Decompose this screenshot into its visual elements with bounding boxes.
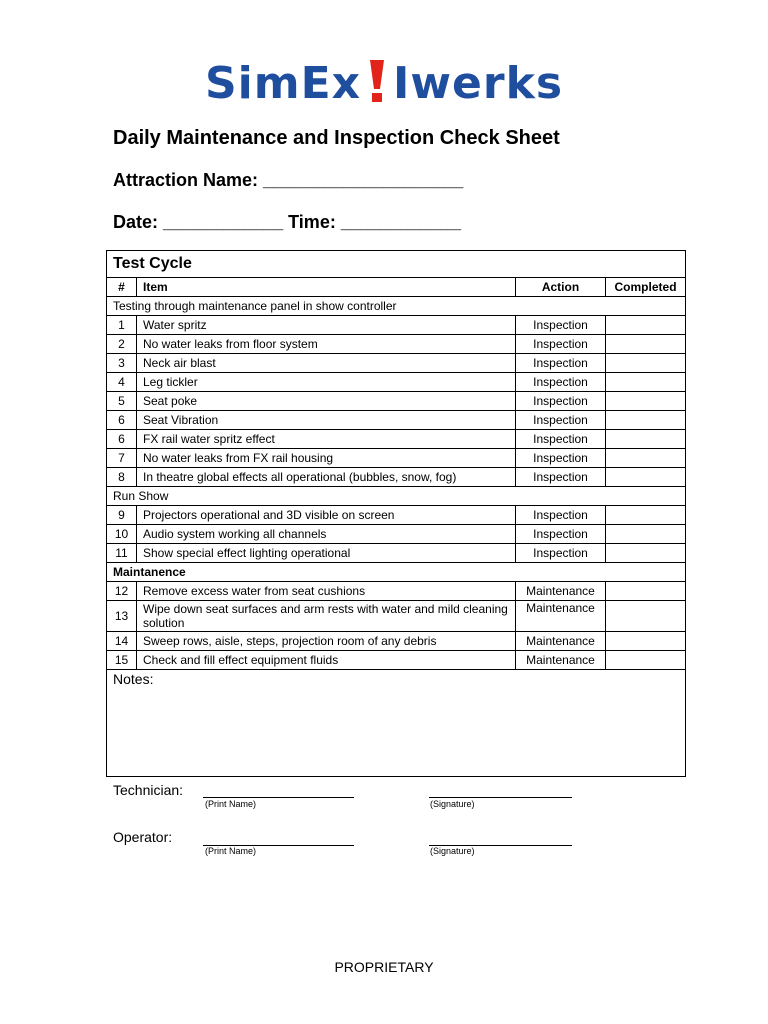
row-num: 7 [107, 449, 137, 468]
operator-label: Operator: [113, 829, 173, 845]
row-action: Maintenance [516, 651, 606, 670]
row-completed-cell[interactable] [606, 582, 686, 601]
document-title: Daily Maintenance and Inspection Check Sheet [113, 127, 560, 149]
table-row [107, 354, 686, 373]
row-item: In theatre global effects all operational (bubbles, snow, fog) [137, 468, 516, 487]
row-completed-cell[interactable] [606, 544, 686, 563]
table-row [107, 601, 686, 632]
technician-signature-line[interactable] [429, 797, 572, 798]
notes-row [107, 670, 686, 777]
row-action: Inspection [516, 506, 606, 525]
table-row [107, 449, 686, 468]
row-action: Maintenance [516, 632, 606, 651]
row-item: Wipe down seat surfaces and arm rests with water and mild cleaning solution [137, 601, 516, 632]
row-action: Inspection [516, 354, 606, 373]
row-num: 9 [107, 506, 137, 525]
row-action: Maintenance [516, 582, 606, 601]
row-item: Neck air blast [137, 354, 516, 373]
row-num: 3 [107, 354, 137, 373]
logo-text-simex: SimEx [204, 58, 362, 109]
row-action: Inspection [516, 544, 606, 563]
row-action: Inspection [516, 373, 606, 392]
row-num: 12 [107, 582, 137, 601]
row-action: Inspection [516, 335, 606, 354]
table-row [107, 411, 686, 430]
row-item: No water leaks from floor system [137, 335, 516, 354]
group-row [107, 563, 686, 582]
table-row [107, 632, 686, 651]
table-row [107, 335, 686, 354]
row-item: Projectors operational and 3D visible on screen [137, 506, 516, 525]
table-header-row [107, 278, 686, 297]
header-completed: Completed [606, 278, 686, 297]
technician-label: Technician: [113, 782, 184, 798]
group-label: Run Show [107, 487, 686, 506]
row-num: 15 [107, 651, 137, 670]
row-completed-cell[interactable] [606, 335, 686, 354]
row-item: Remove excess water from seat cushions [137, 582, 516, 601]
exclamation-mark-icon [367, 58, 387, 109]
row-action: Inspection [516, 392, 606, 411]
row-action: Inspection [516, 525, 606, 544]
group-label: Testing through maintenance panel in show controller [107, 297, 686, 316]
row-item: FX rail water spritz effect [137, 430, 516, 449]
group-row [107, 487, 686, 506]
row-num: 2 [107, 335, 137, 354]
row-completed-cell[interactable] [606, 354, 686, 373]
table-row [107, 525, 686, 544]
brand-logo [0, 58, 768, 109]
row-completed-cell[interactable] [606, 632, 686, 651]
row-action: Inspection [516, 316, 606, 335]
row-completed-cell[interactable] [606, 411, 686, 430]
row-completed-cell[interactable] [606, 316, 686, 335]
table-row [107, 430, 686, 449]
row-completed-cell[interactable] [606, 601, 686, 632]
row-item: Check and fill effect equipment fluids [137, 651, 516, 670]
row-completed-cell[interactable] [606, 449, 686, 468]
notes-label: Notes: [113, 671, 154, 687]
operator-print-name-caption: (Print Name) [205, 846, 257, 856]
row-action: Inspection [516, 449, 606, 468]
row-completed-cell[interactable] [606, 430, 686, 449]
row-item: Seat poke [137, 392, 516, 411]
row-num: 6 [107, 411, 137, 430]
table-row [107, 373, 686, 392]
technician-signature-caption: (Signature) [430, 799, 475, 809]
row-num: 11 [107, 544, 137, 563]
row-num: 14 [107, 632, 137, 651]
header-num: # [107, 278, 137, 297]
row-completed-cell[interactable] [606, 525, 686, 544]
table-row [107, 544, 686, 563]
row-item: Water spritz [137, 316, 516, 335]
table-row [107, 506, 686, 525]
group-label: Maintanence [107, 563, 686, 582]
row-num: 5 [107, 392, 137, 411]
row-completed-cell[interactable] [606, 468, 686, 487]
row-item: Leg tickler [137, 373, 516, 392]
row-item: Show special effect lighting operational [137, 544, 516, 563]
date-time-field[interactable]: Date: ____________ Time: ____________ [113, 212, 461, 232]
row-action: Inspection [516, 430, 606, 449]
section-title: Test Cycle [107, 251, 686, 278]
table-row [107, 651, 686, 670]
logo-text-iwerks: Iwerks [393, 58, 564, 109]
row-item: Audio system working all channels [137, 525, 516, 544]
row-num: 13 [107, 601, 137, 632]
group-row [107, 297, 686, 316]
table-row [107, 392, 686, 411]
row-action: Inspection [516, 411, 606, 430]
header-action: Action [516, 278, 606, 297]
technician-print-name-caption: (Print Name) [205, 799, 257, 809]
row-item: Sweep rows, aisle, steps, projection room of any debris [137, 632, 516, 651]
row-completed-cell[interactable] [606, 651, 686, 670]
table-row [107, 582, 686, 601]
row-action: Inspection [516, 468, 606, 487]
footer-proprietary: PROPRIETARY [334, 959, 434, 975]
checklist-table [106, 250, 686, 777]
row-num: 6 [107, 430, 137, 449]
row-num: 4 [107, 373, 137, 392]
table-row [107, 468, 686, 487]
row-item: No water leaks from FX rail housing [137, 449, 516, 468]
row-num: 10 [107, 525, 137, 544]
attraction-name-field[interactable]: Attraction Name: ____________________ [113, 170, 464, 190]
row-completed-cell[interactable] [606, 506, 686, 525]
notes-area[interactable] [107, 670, 686, 777]
row-item: Seat Vibration [137, 411, 516, 430]
technician-print-name-line[interactable] [203, 797, 354, 798]
table-row [107, 316, 686, 335]
table-title-row [107, 251, 686, 278]
row-num: 1 [107, 316, 137, 335]
row-completed-cell[interactable] [606, 392, 686, 411]
row-num: 8 [107, 468, 137, 487]
operator-signature-caption: (Signature) [430, 846, 475, 856]
row-action: Maintenance [516, 601, 606, 632]
row-completed-cell[interactable] [606, 373, 686, 392]
header-item: Item [137, 278, 516, 297]
